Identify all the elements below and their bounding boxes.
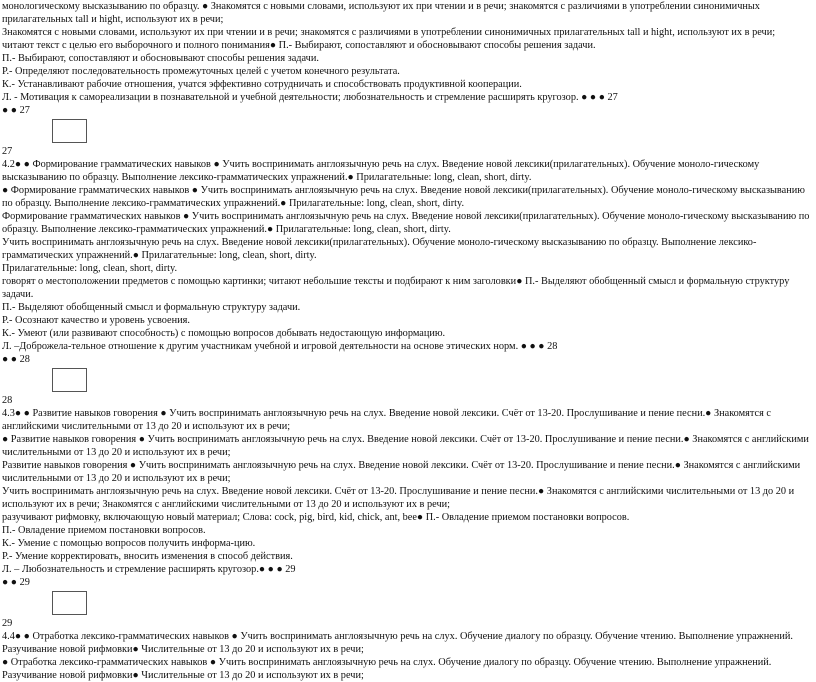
empty-cell-box <box>52 119 87 143</box>
page-number: 29 <box>2 618 13 629</box>
text-line: Учить воспринимать англоязычную речь на слух. Введение новой лексики. Счёт от 13-20. Прослушивание и пение песни.● Знакомятся с английскими числительными от 13 до 20 и используют их в речи; Знакомятся с английскими числительными от 13 до 20 и используют их в речи; <box>2 486 795 510</box>
text-line: К.- Умение с помощью вопросов получить информа-цию. <box>2 538 256 549</box>
text-line: Л. - Мотивация к самореализации в познавательной и учебной деятельности; любознательность и стремление расширять кругозор. ● ● ● 27 <box>2 92 618 103</box>
text-line: ● ● 29 <box>2 577 30 588</box>
text-line: ● Формирование грамматических навыков ● Учить воспринимать англоязычную речь на слух. Введение новой лексики(прилагательных). Обучение моноло-гическому высказыванию по образцу. Выполнение лексико-грамматических упражнений.● Прилагательные: long, clean, short, dirty. <box>2 185 805 209</box>
text-line: ● ● 28 <box>2 354 30 365</box>
empty-cell-box <box>52 591 87 615</box>
text-line: читают текст с целью его выборочного и полного понимания● П.- Выбирают, сопоставляют и обосновывают способы решения задачи. <box>2 40 596 51</box>
text-line: К.- Устанавливают рабочие отношения, учатся эффективно сотрудничать и способствовать продуктивной кооперации. <box>2 79 522 90</box>
text-line: Р.- Осознают качество и уровень усвоения. <box>2 315 190 326</box>
page-number: 28 <box>2 395 13 406</box>
page-number: 27 <box>2 146 13 157</box>
text-line: ● ● 27 <box>2 105 30 116</box>
text-line: разучивают рифмовку, включающую новый материал; Слова: cock, pig, bird, kid, chick, ant, bee● П.- Овладение приемом постановки вопросов. <box>2 512 630 523</box>
lesson-heading: 4.3● ● Развитие навыков говорения ● Учить воспринимать англоязычную речь на слух. Введение новой лексики. Счёт от 13-20. Прослушивание и пение песни.● Знакомятся с английскими числительными от 13 до 20 и используют их в речи; <box>2 408 771 432</box>
text-line: Знакомятся с новыми словами, используют их при чтении и в речи; знакомятся с различиями в употреблении синонимичных прилагательных tall и hight, используют их в речи; <box>2 27 776 38</box>
text-line: Формирование грамматических навыков ● Учить воспринимать англоязычную речь на слух. Введение новой лексики(прилагательных). Обучение моноло-гическому высказыванию по образцу. Выполнение лексико-грамматических упражнений.● Прилагательные: long, clean, short, dirty. <box>2 211 810 235</box>
text-line: К.- Умеют (или развивают способность) с помощью вопросов добывать недостающую информацию. <box>2 328 446 339</box>
text-line: Л. –Доброжела-тельное отношение к другим участникам учебной и игровой деятельности на основе этических норм. ● ● ● 28 <box>2 341 558 352</box>
text-line: Р.- Умение корректировать, вносить изменения в способ действия. <box>2 551 293 562</box>
lesson-heading: 4.4● ● Отработка лексико-грамматических навыков ● Учить воспринимать англоязычную речь на слух. Обучение диалогу по образцу. Обучение чтению. Выполнение упражнений. Разучивание новой рифмовки● Числительные от 13 до 20 и используют их в речи; <box>2 631 793 655</box>
text-line: П.- Овладение приемом постановки вопросов. <box>2 525 206 536</box>
text-line: П.- Выбирают, сопоставляют и обосновывают способы решения задачи. <box>2 53 319 64</box>
text-line: Учить воспринимать англоязычную речь на слух. Введение новой лексики(прилагательных). Обучение моноло-гическому высказыванию по образцу. Выполнение лексико-грамматических упражнений.● Прилагательные: long, clean, short, dirty. <box>2 237 757 261</box>
lesson-heading: 4.2● ● Формирование грамматических навыков ● Учить воспринимать англоязычную речь на слух. Введение новой лексики(прилагательных). Обучение моноло-гическому высказыванию по образцу. Выполнение лексико-грамматических упражнений.● Прилагательные: long, clean, short, dirty. <box>2 159 760 183</box>
text-line: монологическому высказыванию по образцу. ● Знакомятся с новыми словами, используют их при чтении и в речи; знакомятся с различиями в употреблении синонимичных прилагательных tall и hight, используют их в речи; <box>2 1 760 25</box>
text-line: П.- Выделяют обобщенный смысл и формальную структуру задачи. <box>2 302 301 313</box>
text-line: ● Отработка лексико-грамматических навыков ● Учить воспринимать англоязычную речь на слух. Обучение диалогу по образцу. Обучение чтению. Выполнение упражнений. Разучивание новой рифмовки● Числительные от 13 до 20 и используют их в речи; <box>2 657 772 681</box>
text-line: ● Развитие навыков говорения ● Учить воспринимать англоязычную речь на слух. Введение новой лексики. Счёт от 13-20. Прослушивание и пение песни.● Знакомятся с английскими числительными от 13 до 20 и используют их в речи; <box>2 434 809 458</box>
text-line: Л. – Любознательность и стремление расширять кругозор.● ● ● 29 <box>2 564 296 575</box>
text-line: Прилагательные: long, clean, short, dirty. <box>2 263 178 274</box>
text-line: Р.- Определяют последовательность промежуточных целей с учетом конечного результата. <box>2 66 400 77</box>
text-line: говорят о местоположении предметов с помощью картинки; читают небольшие тексты и подбирают к ним заголовки● П.- Выделяют обобщенный смысл и формальную структуру задачи. <box>2 276 790 300</box>
text-line: Развитие навыков говорения ● Учить воспринимать англоязычную речь на слух. Введение новой лексики. Счёт от 13-20. Прослушивание и пение песни.● Знакомятся с английскими числительными от 13 до 20 и используют их в речи; <box>2 460 801 484</box>
empty-cell-box <box>52 368 87 392</box>
